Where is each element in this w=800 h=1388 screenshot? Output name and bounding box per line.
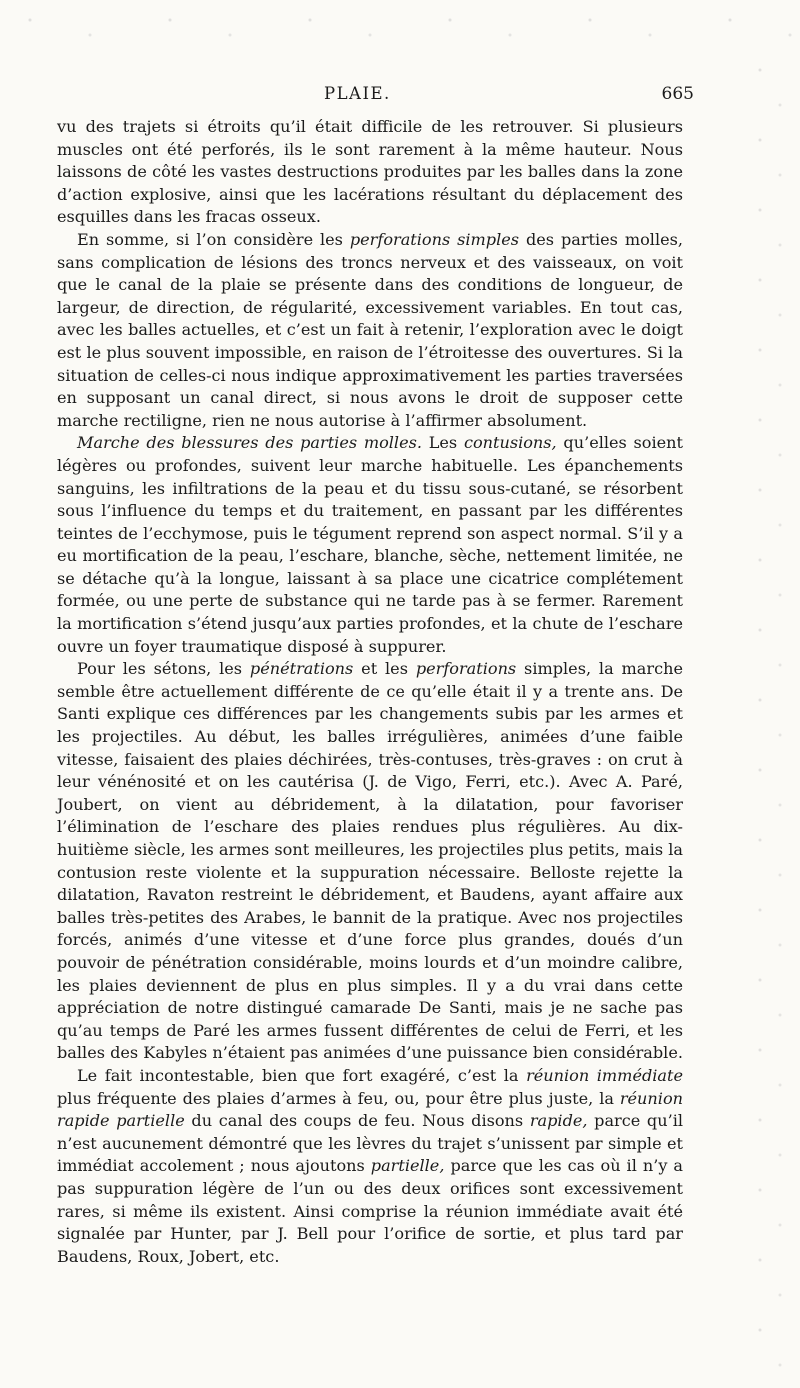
running-title: PLAIE. [324,84,391,103]
paragraph [57,658,683,1065]
paragraph [57,1065,683,1268]
text-segment: En somme, si l’on considère les [77,229,350,249]
italic-segment: Marche des blessures des parties molles. [77,433,422,453]
italic-segment: pénétrations [249,659,354,679]
italic-segment: perforations simples [349,229,520,249]
text-segment: vu des trajets si étroits qu’il était difficile de les retrouver. Si plusieurs muscles ont été perforés, ils le sont rarement à la même hauteur. Nous laissons de côté les vastes destructions produites par les balles dans la zone d’action explosive, ainsi que les lacérations résultant du déplacement des esquilles dans les fracas osseux. [57,117,683,227]
italic-segment: perforations [415,659,517,679]
italic-segment: contusions, [463,433,557,453]
paper-speckle-top [0,0,800,60]
text-segment: parce que les cas où il n’y a pas suppuration légère de l’un ou des deux orifices sont excessivement rares, si même ils existent. Ainsi comprise la réunion immédiate avait été signalée par Hunter, par J. Bell pour l’orifice de sortie, et plus tard par Baudens, Roux, Jobert, etc. [57,1156,684,1266]
text-segment: et les [353,659,416,679]
page-header [60,84,694,110]
text-segment: des parties molles, sans complication de lésions des troncs nerveux et des vaisseaux, on voit que le canal de la plaie se présente dans des conditions de longueur, de largeur, de direction, de régularité, excessivement variables. En tout cas, avec les balles actuelles, et c’est un fait à retenir, l’exploration avec le doigt est le plus souvent impossible, en raison de l’étroitesse des ouvertures. Si la situation de celles-ci nous indique approximativement les parties traversées en supposant un canal direct, si nous avons le droit de supposer cette marche rectiligne, rien ne nous autorise à l’affirmer absolument. [57,229,683,430]
text-segment: du canal des coups de feu. Nous disons [184,1111,530,1131]
italic-segment: réunion rapide partielle [57,1088,683,1131]
paper-speckle-right [740,60,800,1380]
italic-segment: partielle, [370,1156,445,1176]
text-segment: qu’elles soient légères ou profondes, suivent leur marche habituelle. Les épanchements sanguins, les infiltrations de la peau et du tissu sous-cutané, se résorbent sous l’influence du temps et du traitement, en passant par les différentes teintes de l’ecchymose, puis le tégument reprend son aspect normal. S’il y a eu mortification de la peau, l’eschare, blanche, sèche, nettement limitée, ne se détache qu’à la longue, laissant à sa place une cicatrice complétement formée, ou une perte de substance qui ne tarde pas à se fermer. Rarement la mortification s’étend jusqu’aux parties profondes, et la chute de l’eschare ouvre un foyer traumatique disposé à suppurer. [57,433,683,656]
text-segment: Les [421,433,464,453]
text-segment: plus fréquente des plaies d’armes à feu, ou, pour être plus juste, la [57,1088,620,1108]
paragraph [57,229,683,432]
body-text [57,116,683,1268]
text-segment: parce qu’il n’est aucunement démontré que les lèvres du trajet s’unissent par simple et immédiat accolement ; nous ajoutons [57,1111,683,1176]
italic-segment: rapide, [529,1111,588,1131]
text-segment: Le fait incontestable, bien que fort exagéré, c’est la [77,1065,527,1085]
text-segment: Pour les sétons, les [77,659,250,679]
page-number: 665 [661,84,694,104]
italic-segment: réunion immédiate [526,1065,684,1085]
paragraph [57,432,683,658]
text-segment: simples, la marche semble être actuellement différente de ce qu’elle était il y a trente ans. De Santi explique ces différences par les changements subis par les armes et les projectiles. Au début, les balles irrégulières, animées d’une faible vitesse, faisaient des plaies déchirées, très-contuses, très-graves : on crut à leur vénénosité et on les cautérisa (J. de Vigo, Ferri, etc.). Avec A. Paré, Joubert, on vient au débridement, à la dilatation, pour favoriser l’élimination de l’eschare des plaies rendues plus régulières. Au dix-huitième siècle, les armes sont meilleures, les projectiles plus petits, mais la contusion reste violente et la suppuration nécessaire. Belloste rejette la dilatation, Ravaton restreint le débridement, et Baudens, ayant affaire aux balles très-petites des Arabes, le bannit de la pratique. Avec nos projectiles forcés, animés d’une vitesse et d’une force plus grandes, doués d’un pouvoir de pénétration considérable, moins lourds et d’un moindre calibre, les plaies deviennent de plus en plus simples. Il y a du vrai dans cette appréciation de notre distingué camarade De Santi, mais je ne sache pas qu’au temps de Paré les armes fussent différentes de celui de Ferri, et les balles des Kabyles n’étaient pas animées d’une puissance bien considérable. [57,659,683,1063]
paragraph [57,116,683,229]
